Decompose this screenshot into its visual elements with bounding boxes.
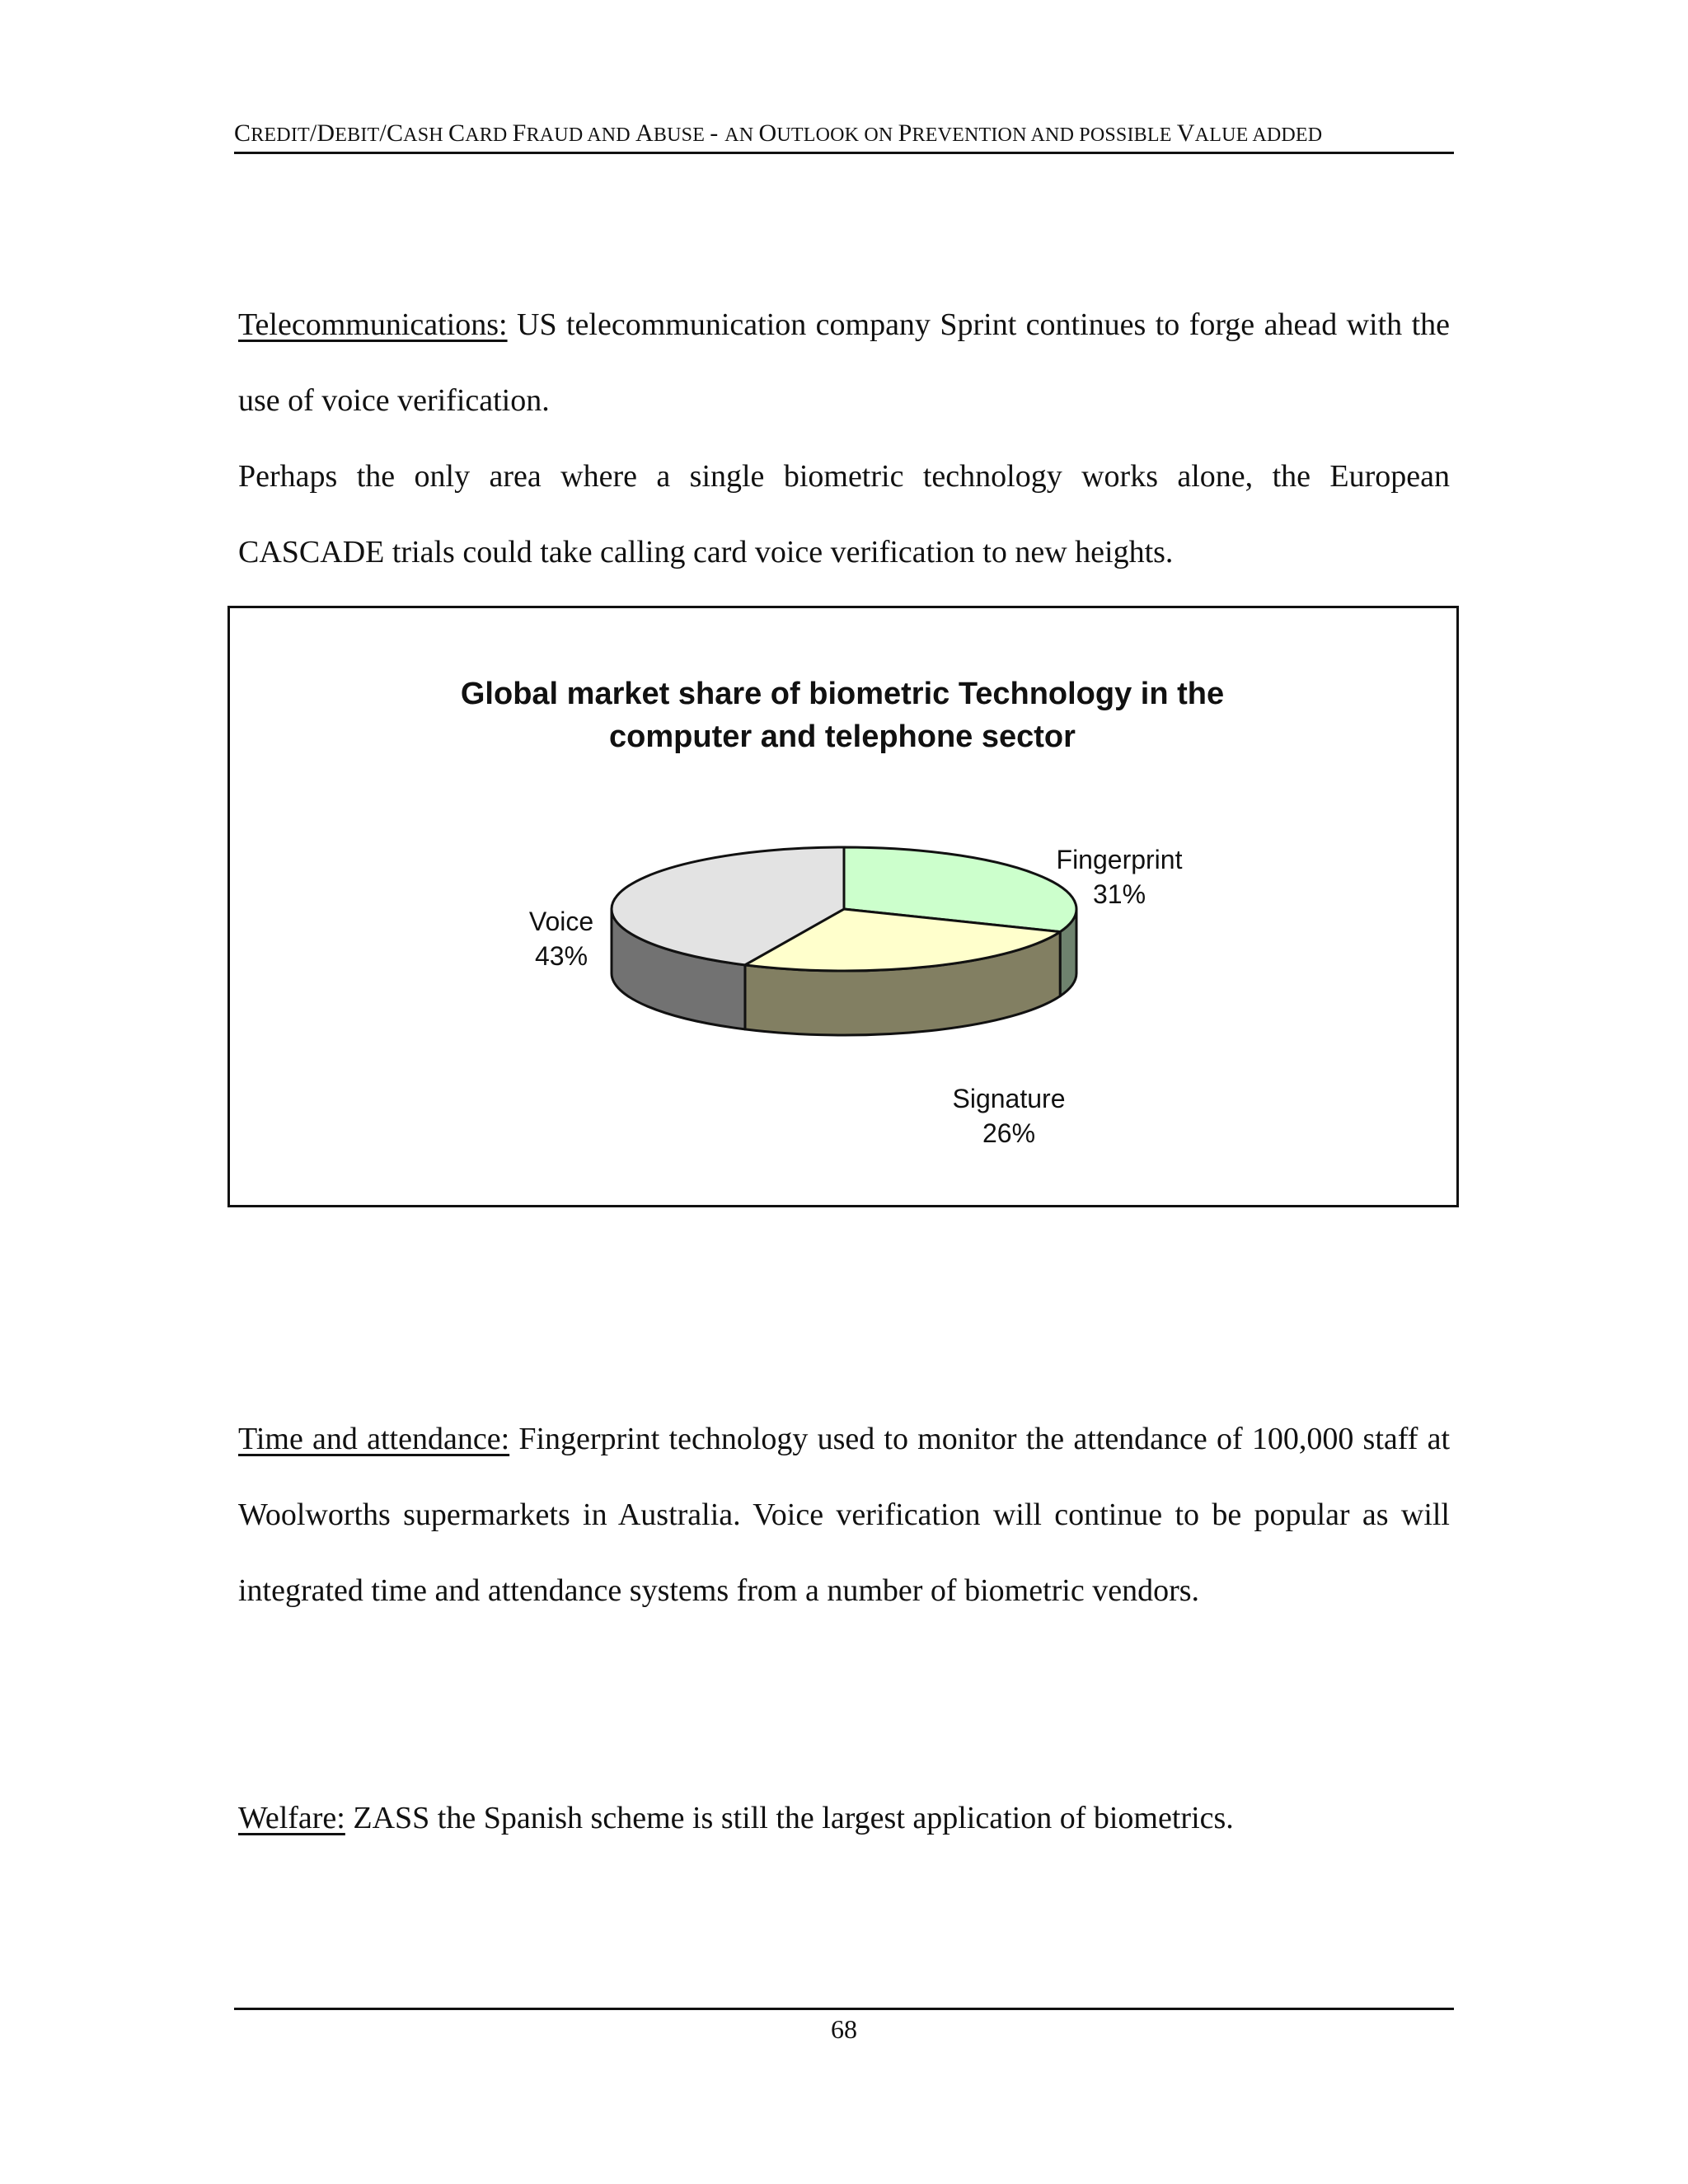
cascade-paragraph: Perhaps the only area where a single biometric technology works alone, the European CASCADE trials could take calling card voice verification to new heights. — [238, 459, 1450, 569]
header-part: V — [1176, 120, 1195, 147]
slice-label-fingerprint-value: 31% — [1092, 879, 1146, 909]
header-part: ALUE ADDED — [1194, 124, 1323, 146]
slice-label-signature-value: 26% — [982, 1118, 1036, 1148]
footer-rule — [234, 2008, 1454, 2010]
header-part: C — [448, 120, 466, 147]
header-part: AN — [724, 124, 759, 146]
header-part: EBIT — [335, 124, 380, 146]
time-attendance-heading: Time and attendance: — [238, 1422, 510, 1456]
header-part: ARD — [465, 124, 513, 146]
header-part: REDIT — [251, 124, 310, 146]
header-part: /C — [379, 120, 404, 147]
telecommunications-paragraph — [238, 287, 1450, 438]
chart-title-line-1: Global market share of biometric Technology in the — [460, 677, 1225, 711]
page-number: 68 — [831, 2014, 857, 2044]
time-attendance-paragraph — [238, 1401, 1450, 1629]
header-rule — [234, 152, 1454, 154]
header-part: P — [898, 120, 912, 147]
header-part: BUSE — [653, 124, 710, 146]
header-part: RAUD AND — [526, 124, 636, 146]
header-part: - — [710, 120, 725, 147]
pie-chart — [230, 608, 1461, 1210]
header-part: UTLOOK ON — [776, 124, 898, 146]
chart-title-line-2: computer and telephone sector — [609, 719, 1076, 754]
header-part: F — [512, 120, 527, 147]
chart-frame — [227, 606, 1459, 1207]
welfare-text: ZASS the Spanish scheme is still the largest application of biometrics. — [345, 1801, 1234, 1835]
header-part: C — [234, 120, 251, 147]
slice-label-fingerprint-name: Fingerprint — [1056, 845, 1183, 874]
telecommunications-heading: Telecommunications: — [238, 307, 508, 342]
header-part: A — [635, 120, 654, 147]
running-header — [234, 120, 1454, 148]
slice-label-signature-name: Signature — [952, 1084, 1066, 1113]
header-part: O — [758, 120, 777, 147]
welfare-heading: Welfare: — [238, 1801, 345, 1835]
slice-label-voice-value: 43% — [534, 941, 588, 971]
telecommunications-text: US telecommunication company Sprint continues to forge ahead with the use of voice verification. — [238, 307, 1450, 418]
time-attendance-text: Fingerprint technology used to monitor the attendance of 100,000 staff at Woolworths supermarkets in Australia. Voice verification will continue to be popular as will integrated time and attendance systems from a number of biometric vendors. — [238, 1422, 1450, 1608]
header-part: /D — [309, 120, 335, 147]
slice-label-voice-name: Voice — [528, 907, 594, 936]
header-part: REVENTION AND POSSIBLE — [912, 124, 1177, 146]
header-part: ASH — [403, 124, 448, 146]
welfare-paragraph — [238, 1780, 1450, 1856]
